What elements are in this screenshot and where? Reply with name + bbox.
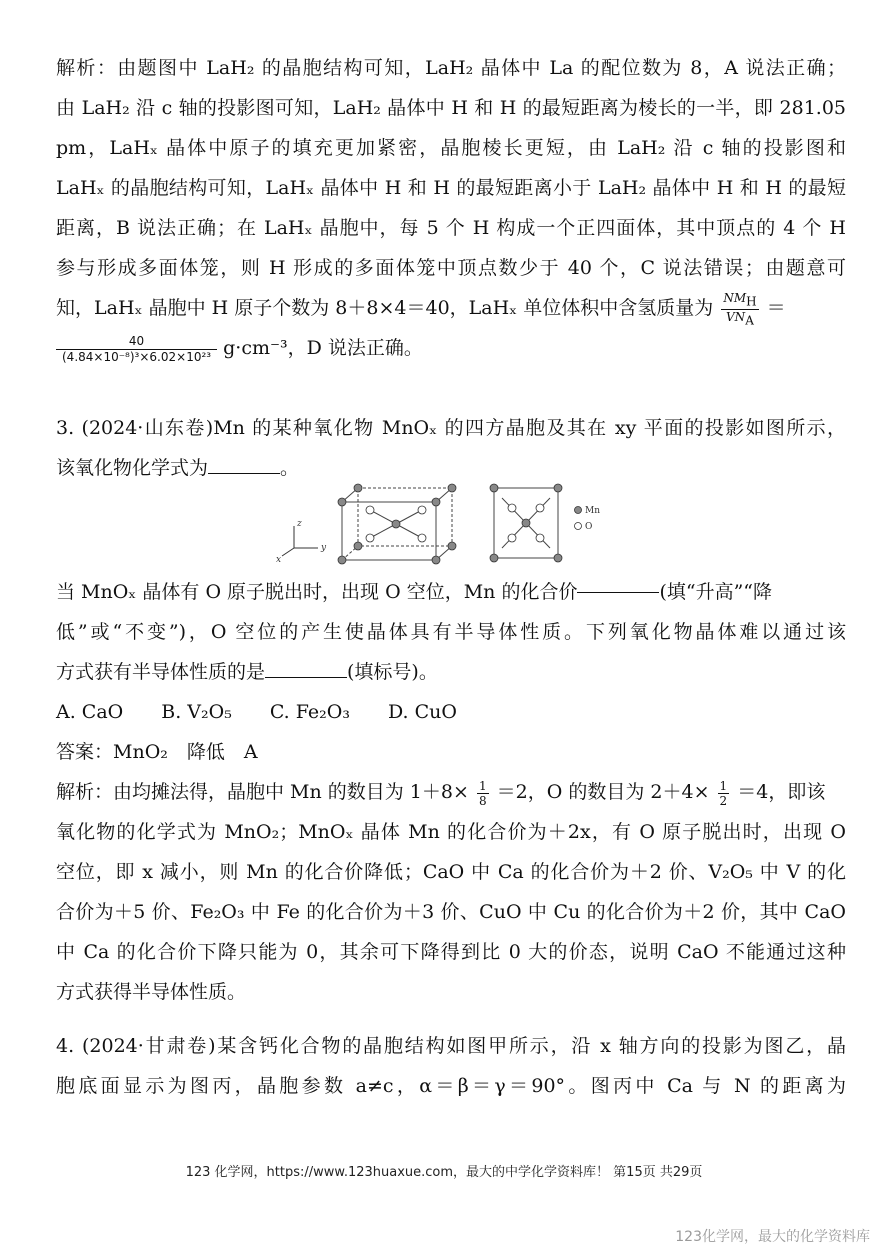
answer-blank-option[interactable] bbox=[265, 657, 347, 678]
q4-stem bbox=[56, 1026, 846, 1106]
axis-x-label: x bbox=[276, 555, 282, 565]
density-denominator: (4.84×10⁻⁸)³×6.02×10²³ bbox=[62, 349, 212, 364]
q4-stem-line-2: 胞底面显示为图丙，晶胞参数 a≠c，α＝β＝γ＝90°。图丙中 Ca 与 N 的距离为 bbox=[56, 1075, 846, 1097]
q3-answer: 答案：MnO₂ 降低 A bbox=[56, 741, 258, 763]
q2-analysis-line-4: LaHₓ 的晶胞结构可知，LaHₓ 晶体中 H 和 H 的最短距离小于 LaH₂ 晶体中 H 和 H 的最短 bbox=[56, 177, 846, 199]
fraction-one-eighth-den: 8 bbox=[478, 793, 487, 808]
q3-analysis-line-5: 中 Ca 的化合价下降只能为 0，其余可下降得到比 0 大的价态，说明 CaO 不能通过这种 bbox=[56, 941, 846, 963]
equals-sign: ＝ bbox=[766, 297, 786, 319]
q3-analysis-line-1 bbox=[56, 772, 846, 812]
q3-stem-line-2-text: 该氧化物化学式为 bbox=[56, 457, 209, 479]
q3-sub-line-3-tail: (填标号)。 bbox=[347, 661, 438, 683]
fraction-one-half bbox=[718, 779, 730, 808]
q3-analysis-line-1-c: ＝4，即该 bbox=[737, 781, 826, 803]
legend-o-marker bbox=[575, 523, 582, 530]
axis-z-label: z bbox=[297, 519, 302, 529]
q2-analysis-line-7-text: 知，LaHₓ 晶胞中 H 原子个数为 8＋8×4＝40，LaHₓ 单位体积中含氢质量为 bbox=[56, 297, 714, 319]
fraction-one-eighth-num: 1 bbox=[478, 778, 487, 793]
q2-analysis-line-7 bbox=[56, 288, 846, 328]
q3-stem-line-2-tail: 。 bbox=[280, 457, 300, 479]
legend-mn-label: Mn bbox=[585, 506, 601, 516]
q3-stem bbox=[56, 408, 846, 488]
q3-options: A. CaO B. V₂O₅ C. Fe₂O₃ D. CuO bbox=[56, 701, 457, 723]
axis-y-label: y bbox=[321, 543, 327, 553]
q3-analysis-line-4: 合价为＋5 价、Fe₂O₃ 中 Fe 的化合价为＋3 价、CuO 中 Cu 的化合价为＋2 价，其中 CaO bbox=[56, 901, 846, 923]
fraction-denominator-sub: A bbox=[745, 312, 754, 327]
q3-analysis-line-1-a: 解析：由均摊法得，晶胞中 Mn 的数目为 1＋8× bbox=[56, 781, 469, 803]
q3-sub-line-1-tail: (填“升高”“降 bbox=[659, 581, 773, 603]
density-numerator: 40 bbox=[56, 334, 217, 350]
legend-o-label: O bbox=[585, 522, 593, 532]
q3-analysis-line-3: 空位，即 x 减小，则 Mn 的化合价降低；CaO 中 Ca 的化合价为＋2 价、V₂O₅ 中 V 的化 bbox=[56, 861, 846, 883]
fraction-numerator-sub: H bbox=[746, 294, 757, 309]
q2-analysis-line-6: 参与形成多面体笼，则 H 形成的多面体笼中顶点数少于 40 个，C 说法错误；由题意可 bbox=[56, 257, 846, 279]
q3-sub-line-3 bbox=[56, 652, 846, 692]
mnox-unit-cell-figure bbox=[270, 480, 630, 572]
q3-sub-line-1 bbox=[56, 572, 846, 612]
q2-analysis-line-3: pm，LaHₓ 晶体中原子的填充更加紧密，晶胞棱长更短，由 LaH₂ 沿 c 轴的投影图和 bbox=[56, 137, 846, 159]
site-watermark: 123化学网，最大的化学资料库 bbox=[675, 1229, 870, 1245]
legend-mn-marker bbox=[575, 507, 582, 514]
q2-analysis-line-5: 距离，B 说法正确；在 LaHₓ 晶胞中，每 5 个 H 构成一个正四面体，其中顶点的 4 个 H bbox=[56, 217, 846, 239]
fraction-one-half-num: 1 bbox=[719, 778, 728, 793]
mn-atoms-projection bbox=[490, 484, 562, 562]
density-fraction bbox=[56, 334, 217, 365]
q2-analysis-line-8-text: g·cm⁻³，D 说法正确。 bbox=[223, 337, 423, 359]
mn-atoms-3d bbox=[338, 484, 456, 564]
q2-analysis-line-2: 由 LaH₂ 沿 c 轴的投影图可知，LaH₂ 晶体中 H 和 H 的最短距离为棱长的一半，即 281.05 bbox=[56, 97, 846, 119]
fraction-one-half-den: 2 bbox=[719, 793, 728, 808]
fraction-denominator: VN bbox=[726, 309, 746, 324]
q3-sub-line-3-text: 方式获有半导体性质的是 bbox=[56, 661, 266, 683]
q2-analysis-line-1: 解析：由题图中 LaH₂ 的晶胞结构可知，LaH₂ 晶体中 La 的配位数为 8，A 说法正确； bbox=[56, 57, 846, 79]
q4-stem-line-1: 4. (2024·甘肃卷)某含钙化合物的晶胞结构如图甲所示，沿 x 轴方向的投影为图乙，晶 bbox=[56, 1035, 846, 1057]
q3-analysis-line-6: 方式获得半导体性质。 bbox=[56, 981, 247, 1003]
q2-analysis-line-8 bbox=[56, 328, 846, 368]
hydrogen-mass-fraction bbox=[721, 291, 758, 327]
q3-analysis-line-1-b: ＝2，O 的数目为 2＋4× bbox=[496, 781, 710, 803]
fraction-numerator: NM bbox=[723, 291, 747, 306]
q3-sub-line-1-text: 当 MnOₓ 晶体有 O 原子脱出时，出现 O 空位，Mn 的化合价 bbox=[56, 581, 578, 603]
q2-analysis bbox=[56, 48, 846, 368]
axes-icon bbox=[282, 526, 318, 556]
q3-subquestions bbox=[56, 572, 846, 1012]
fraction-one-eighth bbox=[477, 779, 489, 808]
page-footer: 123 化学网，https://www.123huaxue.com，最大的中学化学资料库！ 第15页 共29页 bbox=[185, 1165, 703, 1180]
answer-blank-formula[interactable] bbox=[208, 453, 280, 474]
q3-sub-line-2: 低”或“不变”)，O 空位的产生使晶体具有半导体性质。下列氧化物晶体难以通过该 bbox=[56, 621, 846, 643]
q3-analysis-line-2: 氧化物的化学式为 MnO₂；MnOₓ 晶体 Mn 的化合价为＋2x，有 O 原子脱出时，出现 O bbox=[56, 821, 846, 843]
q3-stem-line-1: 3. (2024·山东卷)Mn 的某种氧化物 MnOₓ 的四方晶胞及其在 xy 平面的投影如图所示， bbox=[56, 417, 846, 439]
answer-blank-valence[interactable] bbox=[577, 572, 659, 593]
